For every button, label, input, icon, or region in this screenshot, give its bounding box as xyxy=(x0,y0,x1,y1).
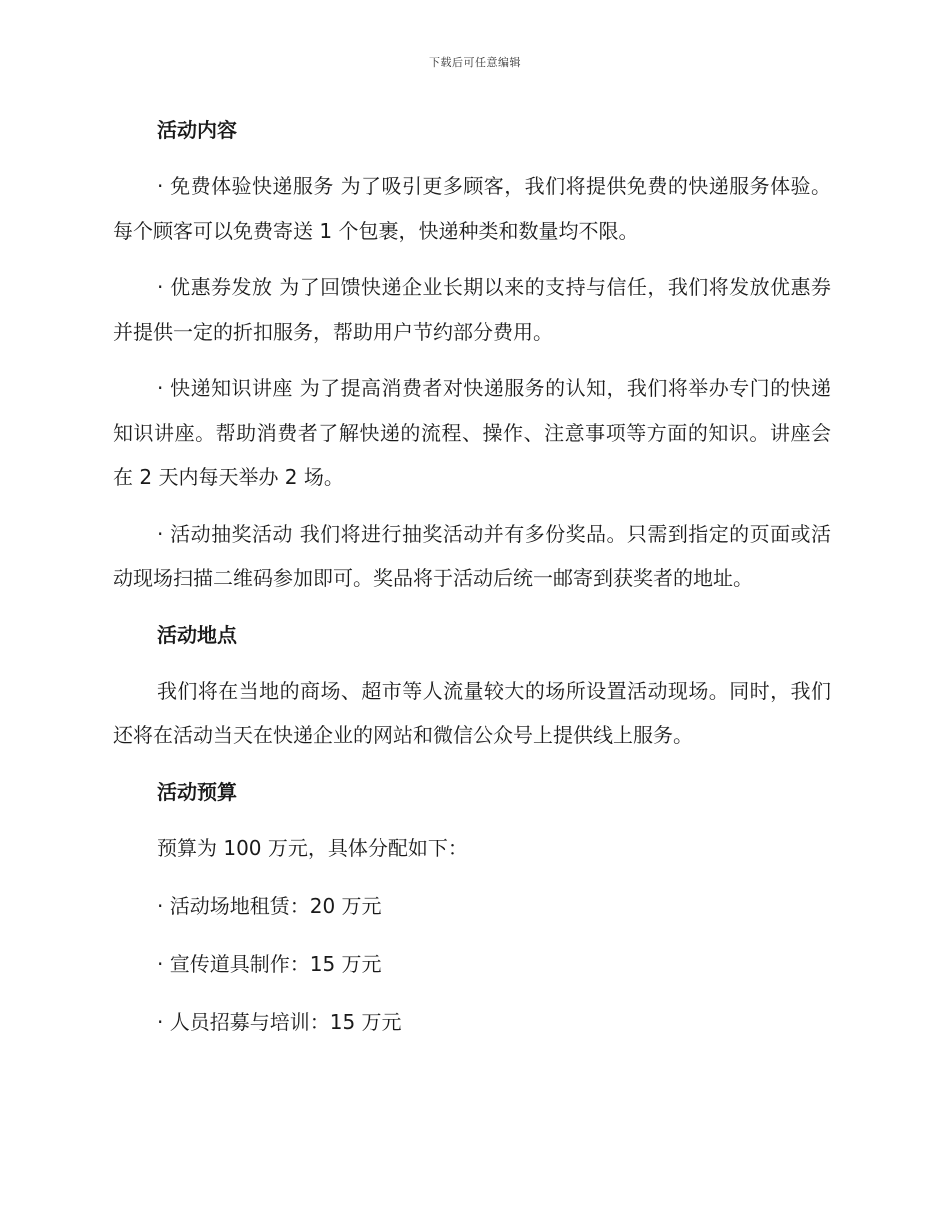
content-item-lecture: · 快递知识讲座 为了提高消费者对快递服务的认知，我们将举办专门的快递知识讲座。帮助消费者了解快递的流程、操作、注意事项等方面的知识。讲座会在 2 天内每天举办 2 场。 xyxy=(113,376,831,489)
budget-item-venue: · 活动场地租赁：20 万元 xyxy=(157,893,382,918)
budget-item-props: · 宣传道具制作：15 万元 xyxy=(157,951,382,976)
section-title-location: 活动地点 xyxy=(157,622,237,647)
budget-intro: 预算为 100 万元，具体分配如下： xyxy=(157,835,468,860)
section-title-budget: 活动预算 xyxy=(157,779,237,804)
budget-item-staff: · 人员招募与培训：15 万元 xyxy=(157,1009,402,1034)
location-text: 我们将在当地的商场、超市等人流量较大的场所设置活动现场。同时，我们还将在活动当天在快递企业的网站和微信公众号上提供线上服务。 xyxy=(113,678,831,747)
content-item-free-trial: · 免费体验快递服务 为了吸引更多顾客，我们将提供免费的快递服务体验。每个顾客可以免费寄送 1 个包裹，快递种类和数量均不限。 xyxy=(113,174,831,243)
page-header-note: 下载后可任意编辑 xyxy=(429,56,521,69)
content-item-lottery: · 活动抽奖活动 我们将进行抽奖活动并有多份奖品。只需到指定的页面或活动现场扫描二维码参加即可。奖品将于活动后统一邮寄到获奖者的地址。 xyxy=(113,521,831,590)
content-item-coupon: · 优惠券发放 为了回馈快递企业长期以来的支持与信任，我们将发放优惠券并提供一定的折扣服务，帮助用户节约部分费用。 xyxy=(113,275,831,344)
section-title-content: 活动内容 xyxy=(157,118,237,142)
document-body xyxy=(113,108,831,1058)
